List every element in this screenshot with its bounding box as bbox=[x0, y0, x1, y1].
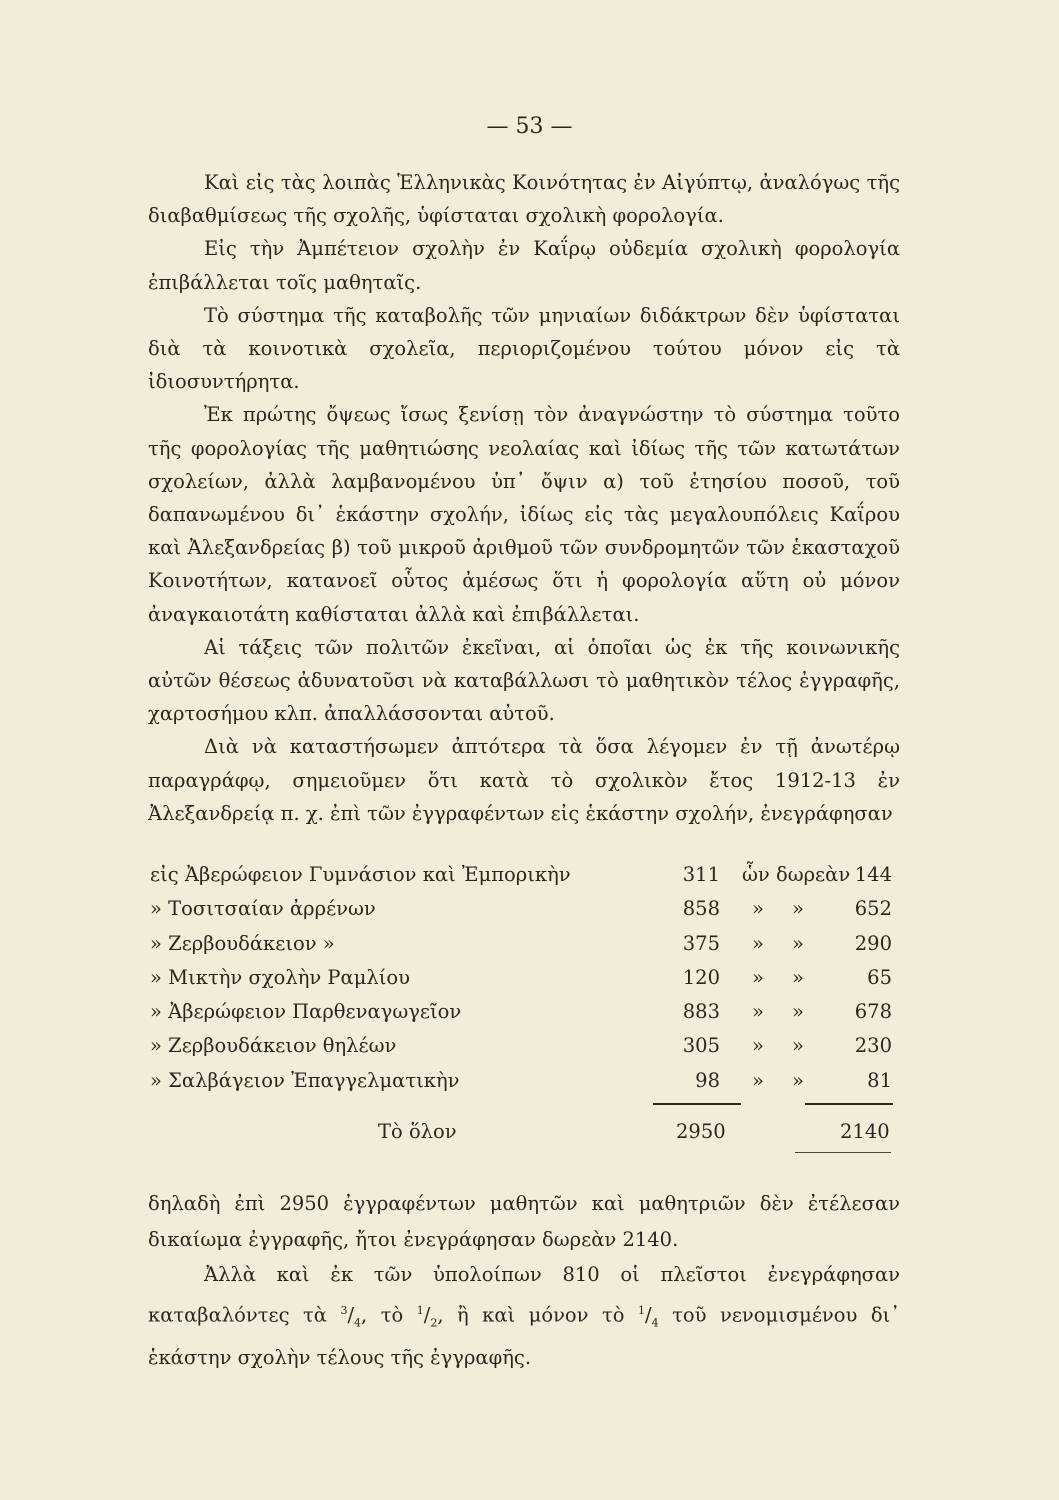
ditto-mark: » bbox=[752, 1034, 764, 1058]
ditto-mark: ὧν δωρεὰν bbox=[742, 863, 851, 886]
enrolled-count: 98 bbox=[695, 1068, 720, 1092]
paragraph: Καὶ εἰς τὰς λοιπὰς Ἑλληνικὰς Κοινότητας ἐν Αἰγύπτῳ, ἀναλόγως τῆς διαβαθμίσεως τῆς σχολῆς, ὑφίσταται σχολικὴ φορολογία. bbox=[148, 171, 900, 228]
ditto-mark: » bbox=[752, 897, 764, 921]
table-row bbox=[150, 892, 902, 926]
school-name: » Ζερβουδάκειον θηλέων bbox=[150, 1034, 397, 1058]
school-name: » Ζερβουδάκειον » bbox=[150, 931, 335, 955]
table-row bbox=[150, 995, 902, 1029]
free-count: 678 bbox=[854, 1000, 892, 1024]
total-enrolled: 2950 bbox=[676, 1120, 726, 1143]
sum-rule-enrolled bbox=[653, 1103, 741, 1105]
enrolled-count: 858 bbox=[682, 897, 720, 921]
school-name: » Τοσιτσαίαν ἀρρένων bbox=[150, 897, 376, 921]
enrolled-count: 305 bbox=[682, 1034, 720, 1058]
table-row bbox=[150, 961, 902, 995]
paragraph: Ἐκ πρώτης ὄψεως ἴσως ξενίσῃ τὸν ἀναγνώστην τὸ σύστημα τοῦτο τῆς φορολογίας τῆς μαθητιώσης νεολαίας καὶ ἰδίως τῆς τῶν κατωτάτων σχολείων, ἀλλὰ λαμβανομένου ὑπ᾿ ὄψιν α) τοῦ ἐτησίου ποσοῦ, τοῦ δαπανωμένου δι᾿ ἑκάστην σχολήν, ἰδίως εἰς τὰς μεγαλουπόλεις Καΐρου καὶ Ἀλεξανδρείας β) τοῦ μικροῦ ἀριθμοῦ τῶν συνδρομητῶν τῶν ἑκασταχοῦ Κοινοτήτων, κατανοεῖ οὗτος ἀμέσως ὅτι ἡ φορολογία αὕτη οὐ μόνον ἀναγκαιοτάτη καθίσταται ἀλλὰ καὶ ἐπιβάλλεται. bbox=[148, 403, 900, 626]
school-name: » Ἀβερώφειον Παρθεναγωγεῖον bbox=[150, 1000, 462, 1024]
ditto-mark: » bbox=[792, 965, 804, 989]
enrolled-count: 120 bbox=[682, 965, 720, 989]
paragraph: Τὸ σύστημα τῆς καταβολῆς τῶν μηνιαίων διδάκτρων δὲν ὑφίσταται διὰ τὰ κοινοτικὰ σχολεῖα, περιοριζομένου τούτου μόνον εἰς τὰ ἰδιοσυντήρητα. bbox=[148, 303, 900, 394]
ditto-mark: » bbox=[792, 931, 804, 955]
school-name: εἰς Ἀβερώφειον Γυμνάσιον καὶ Ἐμπορικὴν bbox=[150, 863, 571, 886]
paragraph: Ἀλλὰ καὶ ἐκ τῶν ὑπολοίπων 810 οἱ πλεῖστοι ἐνεγράφησαν καταβαλόντες τὰ $^3/_4$, τὸ $^1/_2$, ἢ καὶ μόνον τὸ $^1/_4$ τοῦ νενομισμένου δι᾿ ἑκάστην σχολὴν τέλους τῆς ἐγγραφῆς. bbox=[148, 1263, 900, 1370]
total-label: Τὸ ὅλον bbox=[378, 1120, 457, 1143]
body-text-top bbox=[148, 166, 900, 830]
enrolled-count: 375 bbox=[682, 931, 720, 955]
ditto-mark: » bbox=[752, 965, 764, 989]
enrolled-count: 883 bbox=[682, 1000, 720, 1024]
paragraph: Αἱ τάξεις τῶν πολιτῶν ἐκεῖναι, αἱ ὁποῖαι ὡς ἐκ τῆς κοινωνικῆς αὐτῶν θέσεως ἀδυνατοῦσι νὰ καταβάλλωσι τὸ μαθητικὸν τέλος ἐγγραφῆς, χαρτοσήμου κλπ. ἀπαλλάσσονται αὐτοῦ. bbox=[148, 635, 900, 726]
paragraph: Διὰ νὰ καταστήσωμεν ἀπτότερα τὰ ὅσα λέγομεν ἐν τῇ ἀνωτέρῳ παραγράφῳ, σημειοῦμεν ὅτι κατὰ τὸ σχολικὸν ἔτος 1912-13 ἐν Ἀλεξανδρείᾳ π. χ. ἐπὶ τῶν ἐγγραφέντων εἰς ἑκάστην σχολήν, ἐνεγράφησαν bbox=[148, 735, 900, 825]
body-text-bottom bbox=[148, 1186, 900, 1376]
free-count: 230 bbox=[854, 1034, 892, 1058]
ditto-mark: » bbox=[752, 1000, 764, 1024]
free-count: 290 bbox=[854, 931, 892, 955]
ditto-mark: » bbox=[792, 1068, 804, 1092]
free-count: 81 bbox=[867, 1068, 892, 1092]
ditto-mark: » bbox=[792, 897, 804, 921]
sum-rules bbox=[0, 1103, 1059, 1113]
enrolled-count: 311 bbox=[682, 863, 720, 886]
table-row bbox=[150, 858, 902, 892]
school-name: » Μικτὴν σχολὴν Ραμλίου bbox=[150, 965, 410, 989]
page-number: — 53 — bbox=[486, 114, 573, 139]
school-name: » Σαλβάγειον Ἐπαγγελματικὴν bbox=[150, 1068, 460, 1092]
total-underline bbox=[795, 1152, 891, 1153]
paragraph: Εἰς τὴν Ἀμπέτειον σχολὴν ἐν Καΐρῳ οὐδεμία σχολικὴ φορολογία ἐπιβάλλεται τοῖς μαθηταῖς. bbox=[148, 237, 900, 294]
total-free: 2140 bbox=[840, 1120, 890, 1143]
total-row bbox=[0, 1116, 1059, 1148]
free-count: 65 bbox=[867, 965, 892, 989]
ditto-mark: » bbox=[792, 1000, 804, 1024]
enrollment-table bbox=[150, 858, 902, 1098]
table-row bbox=[150, 1029, 902, 1063]
free-count: 652 bbox=[854, 897, 892, 921]
ditto-mark: » bbox=[792, 1034, 804, 1058]
free-count: 144 bbox=[854, 863, 892, 886]
table-row bbox=[150, 1064, 902, 1098]
table-row bbox=[150, 927, 902, 961]
ditto-mark: » bbox=[752, 1068, 764, 1092]
paragraph: δηλαδὴ ἐπὶ 2950 ἐγγραφέντων μαθητῶν καὶ μαθητριῶν δὲν ἐτέλεσαν δικαίωμα ἐγγραφῆς, ἤτοι ἐνεγράφησαν δωρεὰν 2140. bbox=[148, 1192, 900, 1251]
ditto-mark: » bbox=[752, 931, 764, 955]
sum-rule-free bbox=[805, 1103, 893, 1105]
